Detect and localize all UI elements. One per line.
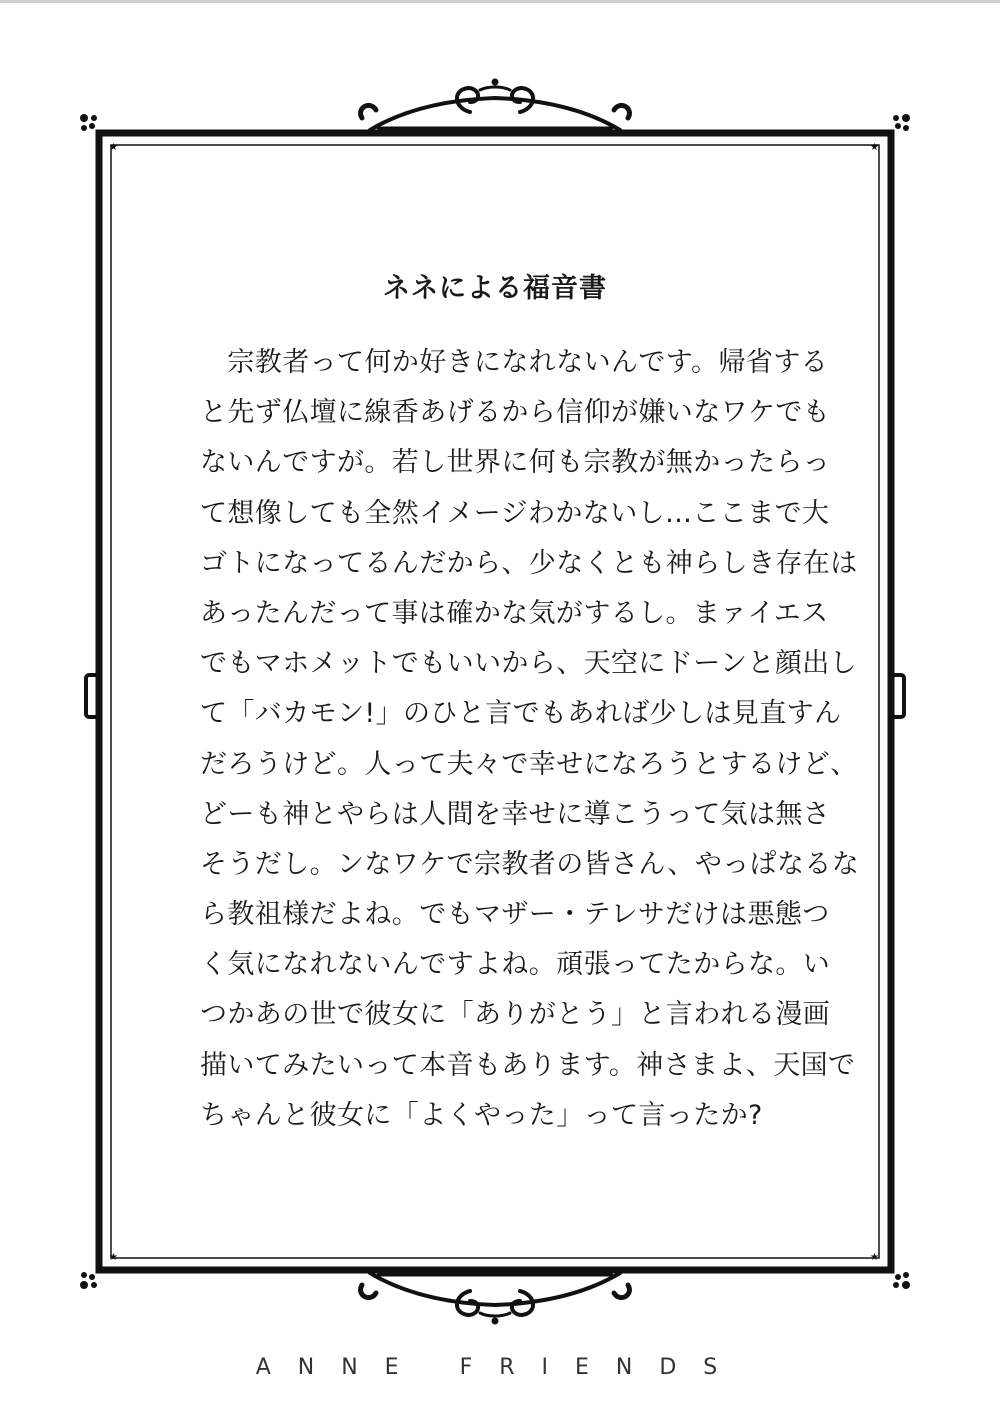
top-scroll-ornament: [361, 79, 630, 131]
text-line: あったんだって事は確かな気がするし。まァイエス: [200, 597, 829, 629]
text-line: く気になれないんですよね。頑張ってたからな。い: [200, 949, 831, 981]
svg-text:★: ★: [870, 142, 879, 153]
text-line: つかあの世で彼女に「ありがとう」と言われる漫画: [200, 999, 831, 1031]
text-line: ないんですが。若し世界に何も宗教が無かったらっ: [200, 447, 831, 479]
text-line: 宗教者って何か好きになれないんです。帰省する: [200, 347, 829, 378]
right-side-tab: [892, 675, 904, 717]
svg-text:★: ★: [109, 142, 118, 153]
page-title: ネネによる福音書: [383, 273, 607, 304]
text-line: ゴトになってるんだから、少なくとも神らしき存在は: [200, 547, 858, 579]
text-line: どーも神とやらは人間を幸せに導こうって気は無さ: [200, 798, 831, 830]
text-line: そうだし。ンなワケで宗教者の皆さん、やっぱなるな: [200, 848, 860, 880]
text-line: て想像しても全然イメージわかないし…ここまで大: [200, 497, 830, 529]
text-line: て「バカモン!」のひと言でもあれば少しは見直すん: [200, 698, 842, 730]
text-line: ちゃんと彼女に「よくやった」って言ったか?: [200, 1099, 763, 1131]
text-line: ら教祖様だよね。でもマザー・テレサだけは悪態つ: [200, 899, 830, 931]
footer-label: ANNE FRIENDS: [255, 1355, 745, 1380]
left-side-tab: [86, 675, 98, 717]
text-line: と先ず仏壇に線香あげるから信仰が嫌いなワケでも: [200, 397, 831, 429]
text-line: でもマホメットでもいいから、天空にドーンと顔出し: [200, 648, 858, 680]
text-line: だろうけど。人って夫々で幸せになろうとするけど、: [200, 748, 858, 780]
svg-text:★: ★: [870, 1252, 879, 1263]
text-line: 描いてみたいって本音もあります。神さまよ、天国で: [200, 1049, 856, 1081]
bottom-scroll-ornament: [361, 1273, 630, 1325]
svg-text:★: ★: [109, 1252, 118, 1263]
body-text: [200, 338, 860, 1141]
